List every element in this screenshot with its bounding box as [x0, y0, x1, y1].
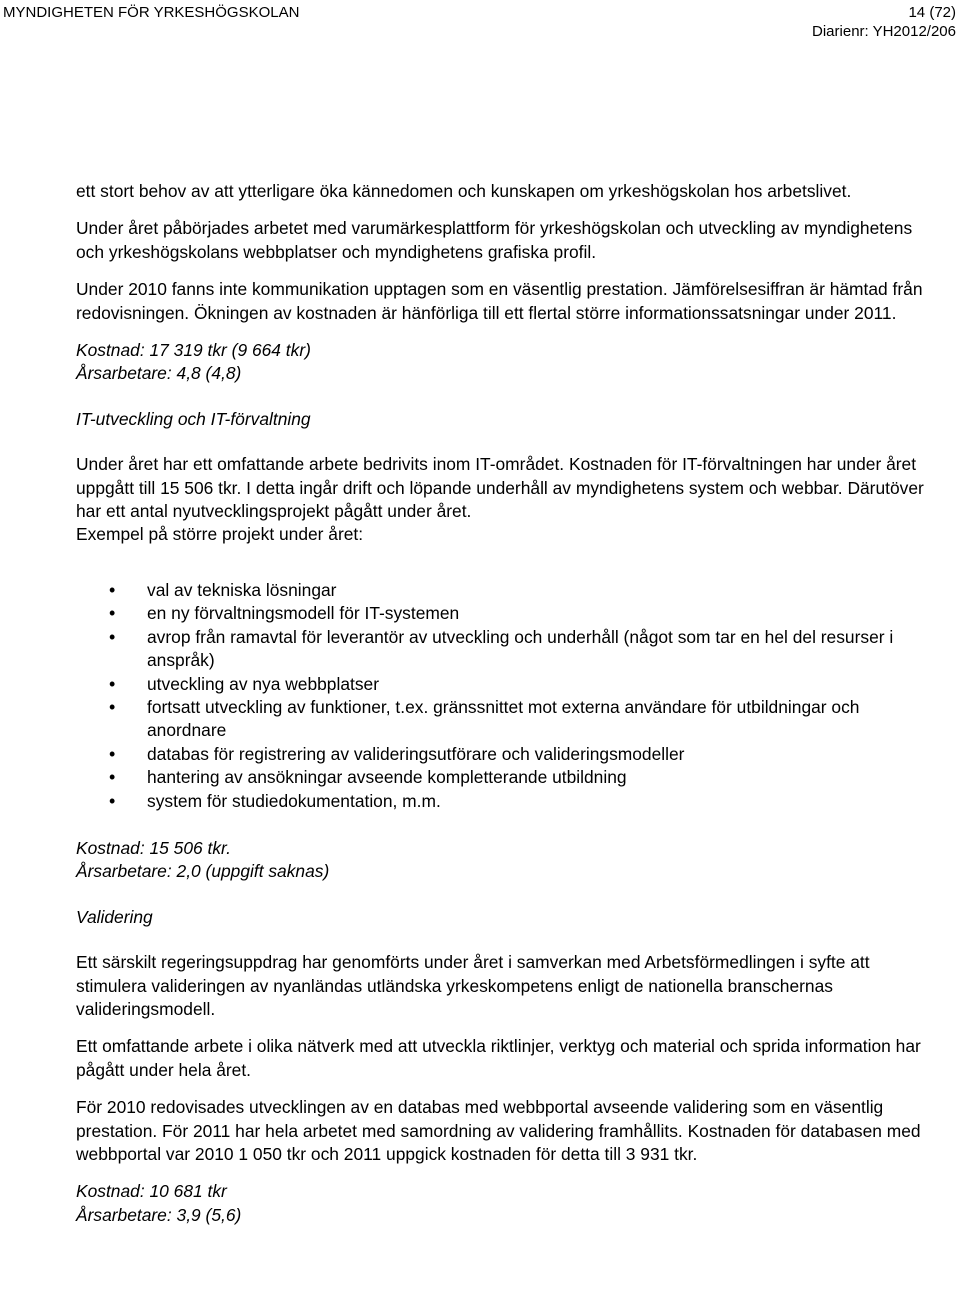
communication-paragraph-1: ett stort behov av att ytterligare öka kännedomen och kunskapen om yrkeshögskolan hos arbetslivet.: [76, 181, 852, 201]
validation-cost: Kostnad: 10 681 tkr: [76, 1181, 227, 1202]
communication-staff: Årsarbetare: 4,8 (4,8): [76, 363, 242, 384]
it-project-list: [76, 579, 936, 813]
it-paragraph-1: Under året har ett omfattande arbete bedrivits inom IT-området. Kostnaden för IT-förvaltningen har under året uppgått till 15 506 tkr. I detta ingår drift och löpande underhåll av myndighetens system och webbar. Därutöver har ett antal nyutvecklingsprojekt pågått under året.: [76, 454, 924, 522]
validation-staff: Årsarbetare: 3,9 (5,6): [76, 1204, 242, 1225]
it-paragraph-2: Exempel på större projekt under året:: [76, 524, 364, 545]
organization-name: MYNDIGHETEN FÖR YRKESHÖGSKOLAN: [3, 4, 300, 21]
it-heading: IT-utveckling och IT-förvaltning: [76, 408, 311, 429]
it-staff: Årsarbetare: 2,0 (uppgift saknas): [76, 861, 330, 882]
list-item: • databas för registrering av valideringsutförare och valideringsmodeller: [76, 743, 936, 766]
list-item: • utveckling av nya webbplatser: [76, 673, 936, 696]
list-item: • val av tekniska lösningar: [76, 579, 936, 602]
page-header: [0, 0, 960, 42]
validation-paragraph-3: För 2010 redovisades utvecklingen av en databas med webbportal avseende validering som en väsentlig prestation. För 2011 har hela arbetet med samordning av validering framhållits. Kostnaden för databasen med webbportal var 2010 1 050 tkr och 2011 uppgick kostnaden för detta till 3 931 tkr.: [76, 1097, 921, 1164]
validation-paragraph-2: Ett omfattande arbete i olika nätverk med att utveckla riktlinjer, verktyg och material och sprida information har pågått under hela året.: [76, 1036, 921, 1080]
it-cost: Kostnad: 15 506 tkr.: [76, 837, 232, 858]
document-body: [76, 180, 936, 1227]
list-item: • hantering av ansökningar avseende kompletterande utbildning: [76, 766, 936, 789]
communication-paragraph-2: Under året påbörjades arbetet med varumärkesplattform för yrkeshögskolan och utveckling av myndighetens och yrkeshögskolans webbplatser och myndighetens grafiska profil.: [76, 218, 913, 262]
diarienr: Diarienr: YH2012/206: [812, 23, 956, 40]
page-number: 14 (72): [908, 4, 956, 21]
communication-section: [76, 180, 936, 386]
list-item: • system för studiedokumentation, m.m.: [76, 790, 936, 813]
list-item: • avrop från ramavtal för leverantör av utveckling och underhåll (något som tar en hel del resurser i anspråk): [76, 626, 936, 673]
communication-cost: Kostnad: 17 319 tkr (9 664 tkr): [76, 340, 311, 361]
list-item: • fortsatt utveckling av funktioner, t.ex. gränssnittet mot externa användare för utbildningar och anordnare: [76, 696, 936, 743]
list-item: • en ny förvaltningsmodell för IT-systemen: [76, 602, 936, 625]
validation-paragraph-1: Ett särskilt regeringsuppdrag har genomförts under året i samverkan med Arbetsförmedlingen i syfte att stimulera valideringen av nyanländas utländska yrkeskompetens enligt de nationella branschernas valideringsmodell.: [76, 952, 870, 1019]
validation-section: [76, 906, 936, 1227]
validation-heading: Validering: [76, 906, 153, 927]
it-section: [76, 408, 936, 884]
communication-paragraph-3: Under 2010 fanns inte kommunikation upptagen som en väsentlig prestation. Jämförelsesiffran är hämtad från redovisningen. Ökningen av kostnaden är hänförliga till ett flertal större informationssatsningar under 2011.: [76, 279, 923, 323]
